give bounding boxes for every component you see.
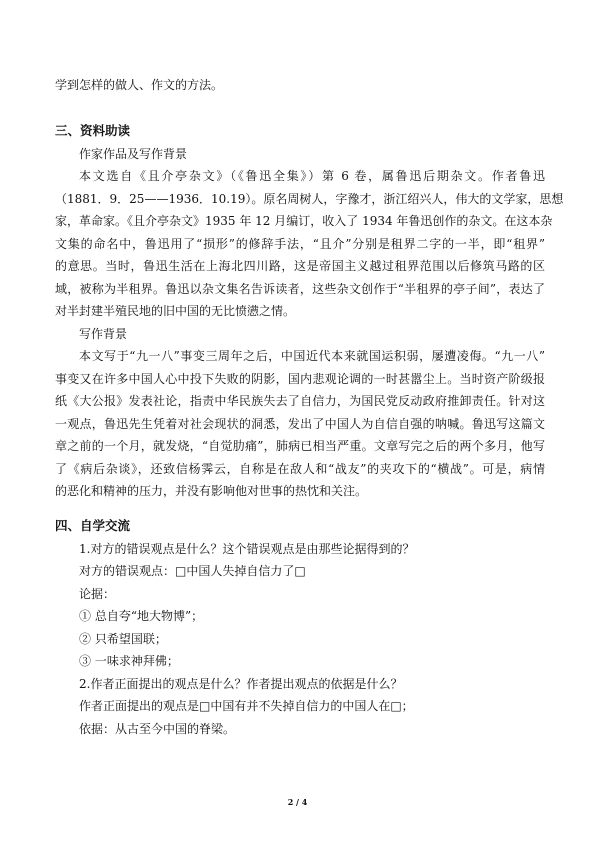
paragraph-tail: 学到怎样的做人、作文的方法。 <box>55 78 224 92</box>
body-line: 域，被称为半租界。鲁迅以杂文集名告诉读者，这些杂文创作于“半租界的亭子间”，表达了 <box>55 282 545 296</box>
body-line: 事变又在许多中国人心中投下失败的阴影，国内悲观论调的一时甚嚣尘上。当时资产阶级报 <box>55 372 545 386</box>
section-heading-3: 三、资料助读 <box>55 123 131 138</box>
question-2: 2.作者正面提出的观点是什么？作者提出观点的依据是什么？ <box>79 677 403 691</box>
body-line: 纸《大公报》发表社论，指责中华民族失去了自信力，为国民党反动政府推卸责任。针对这 <box>55 394 545 408</box>
body-line: 家，革命家。《且介亭杂文》1935 年 12 月编订，收入了 1934 年鲁迅创作的杂文。在这本杂 <box>55 214 553 228</box>
subheading-background: 写作背景 <box>79 327 128 341</box>
body-line: 了《病后杂谈》，还致信杨霁云，自称是在敌人和“战友”的夹攻下的“横战”。可是，病情 <box>55 462 545 476</box>
list-item: ① 总自夸“地大物博”； <box>79 609 204 623</box>
body-line: 本文选自《且介亭杂文》（《鲁迅全集》）第 6 卷，属鲁迅后期杂文。作者鲁迅 <box>79 169 545 183</box>
body-line: （1881．9．25——1936．10.19）。原名周树人，字豫才，浙江绍兴人，伟大的文学家，思想 <box>55 192 564 206</box>
body-line: 对半封建半殖民地的旧中国的无比愤懑之情。 <box>55 304 296 318</box>
subheading-author-works: 作家作品及写作背景 <box>79 147 188 161</box>
list-item: ③ 一味求神拜佛； <box>79 654 179 668</box>
answer-line: 依据：从古至今中国的脊梁。 <box>79 722 236 736</box>
body-line: 的恶化和精神的压力，并没有影响他对世事的热忱和关注。 <box>55 484 368 498</box>
body-line: 一观点，鲁迅先生凭着对社会现状的洞悉，发出了中国人为自信自强的呐喊。鲁迅写这篇文 <box>55 417 545 431</box>
answer-line: 论据： <box>79 587 116 601</box>
body-line: 文集的命名中，鲁迅用了“损形”的修辞手法，“且介”分别是租界二字的一半，即“租界” <box>55 237 545 251</box>
page-number: 2 / 4 <box>287 797 308 807</box>
answer-line: 对方的错误观点：□中国人失掉自信力了□ <box>79 564 306 578</box>
body-line: 本文写于“九一八”事变三周年之后，中国近代本来就国运积弱，屡遭凌侮。“九一八” <box>79 349 545 363</box>
answer-line: 作者正面提出的观点是□中国有并不失掉自信力的中国人在□； <box>79 699 414 713</box>
section-heading-4: 四、自学交流 <box>55 518 131 533</box>
body-line: 章之前的一个月，就发烧，“自觉肋痛”，肺病已相当严重。文章写完之后的两个多月，他写 <box>55 439 545 453</box>
question-1: 1.对方的错误观点是什么？这个错误观点是由那些论据得到的？ <box>79 542 415 556</box>
list-item: ② 只希望国联； <box>79 632 167 646</box>
body-line: 的意思。当时，鲁迅生活在上海北四川路，这是帝国主义越过租界范围以后修筑马路的区 <box>55 259 545 273</box>
